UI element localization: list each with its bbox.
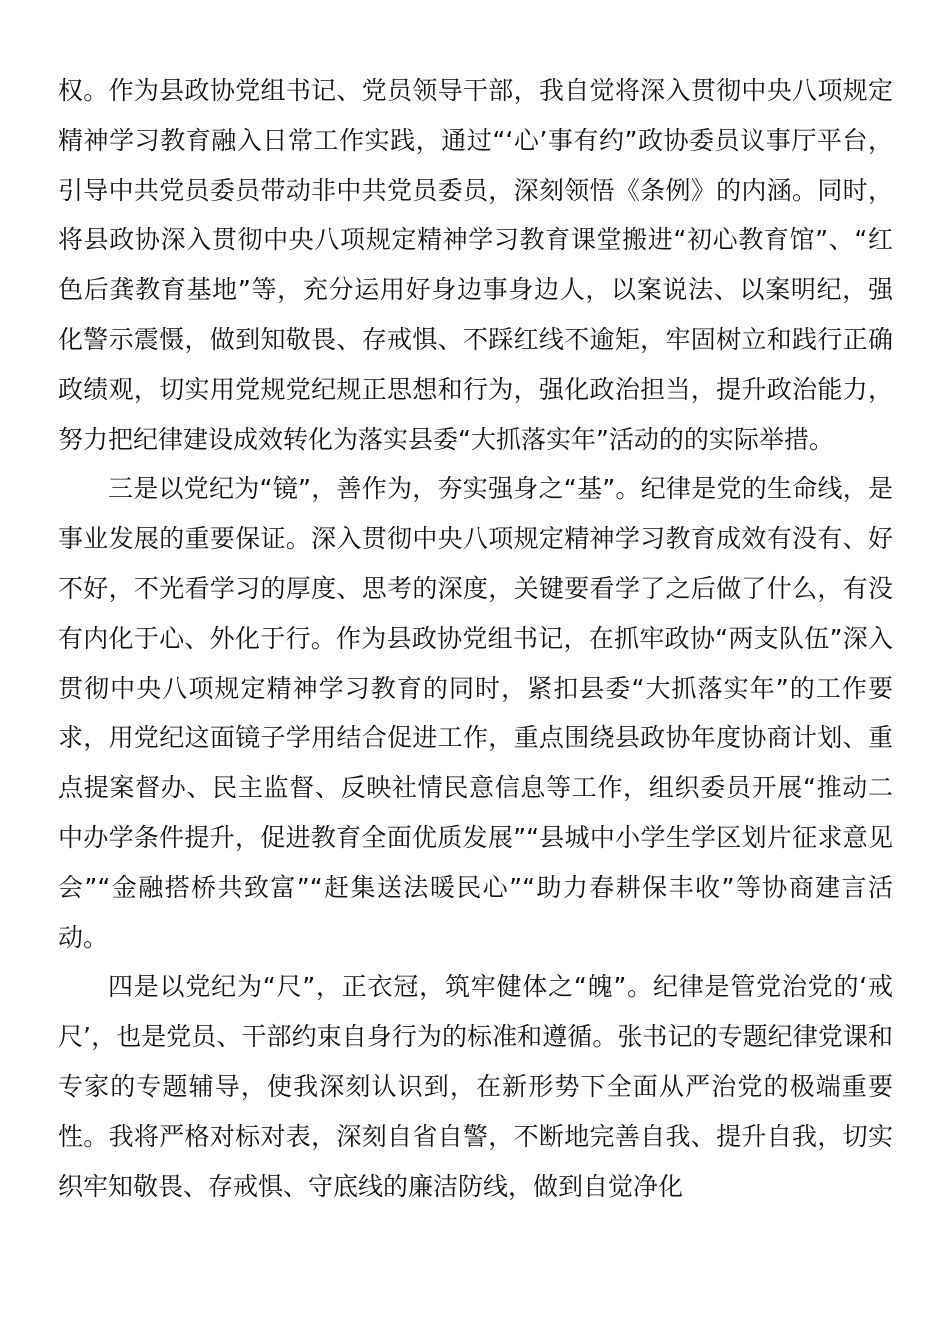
paragraph-point-three [58,464,893,962]
paragraph-heading: 三是以党纪为“镜”，善作为，夯实强身之“基”。 [108,474,641,504]
paragraph-text: 权。作为县政协党组书记、党员领导干部，我自觉将深入贯彻中央八项规定精神学习教育融入日常工作实践，通过“‘心’事有约”政协委员议事厅平台，引导中共党员委员带动非中共党员委员，深刻领悟《条例》的内涵。同时，将县政协深入贯彻中央八项规定精神学习教育课堂搬进“初心教育馆”、“红色后龚教育基地”等，充分运用好身边事身边人，以案说法、以案明纪，强化警示震慑，做到知敬畏、存戒惧、不踩红线不逾矩，牢固树立和践行正确政绩观，切实用党规党纪规正思想和行为，强化政治担当，提升政治能力，努力把纪律建设成效转化为落实县委“大抓落实年”活动的的实际举措。 [58,76,893,454]
paragraph-heading: 四是以党纪为“尺”，正衣冠，筑牢健体之“魄”。 [108,972,653,1002]
paragraph-continuation [58,66,893,464]
body-text [58,66,893,1211]
paragraph-text: 纪律是党的生命线，是事业发展的重要保证。深入贯彻中央八项规定精神学习教育成效有没有、好不好，不光看学习的厚度、思考的深度，关键要看学了之后做了什么，有没有内化于心、外化于行。作为县政协党组书记，在抓牢政协“两支队伍”深入贯彻中央八项规定精神学习教育的同时，紧扣县委“大抓落实年”的工作要求，用党纪这面镜子学用结合促进工作，重点围绕县政协年度协商计划、重点提案督办、民主监督、反映社情民意信息等工作，组织委员开展“推动二中办学条件提升，促进教育全面优质发展”“县城中小学生学区划片征求意见会”“金融搭桥共致富”“赶集送法暖民心”“助力春耕保丰收”等协商建言活动。 [58,474,893,952]
paragraph-point-four [58,962,893,1211]
paragraph-text: 纪律是管党治党的‘戒尺’，也是党员、干部约束自身行为的标准和遵循。张书记的专题纪律党课和专家的专题辅导，使我深刻认识到，在新形势下全面从严治党的极端重要性。我将严格对标对表，深刻自省自警，不断地完善自我、提升自我，切实织牢知敬畏、存戒惧、守底线的廉洁防线，做到自觉净化 [58,972,893,1201]
